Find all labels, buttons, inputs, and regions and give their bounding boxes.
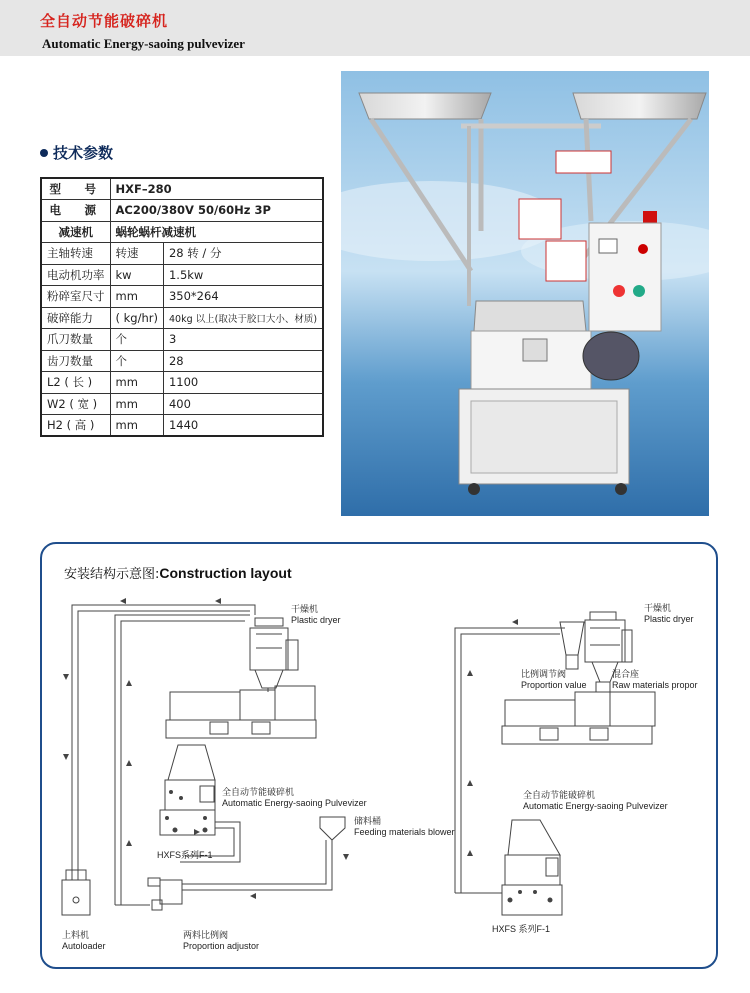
spec-label: 电动机功率 xyxy=(41,264,110,286)
spec-label: W2 ( 宽 ) xyxy=(41,393,110,415)
valve-label-zh: 比例调节阀 xyxy=(521,669,567,679)
spec-label: L2 ( 长 ) xyxy=(41,372,110,394)
pulverizer-label-en: Automatic Energy-saoing Pulvevizer xyxy=(222,798,367,808)
dryer-label-right xyxy=(644,603,694,625)
spec-row xyxy=(41,329,323,351)
product-photo xyxy=(341,71,709,516)
blower-label xyxy=(354,816,455,838)
spec-table xyxy=(40,177,324,437)
product-title-zh: 全自动节能破碎机 xyxy=(40,12,169,30)
header-band xyxy=(0,0,750,56)
spec-value: 3 xyxy=(163,329,323,351)
mix-label-en: Raw materials propor xyxy=(612,680,698,690)
spec-label: 电 源 xyxy=(41,200,110,222)
layout-title-zh: 安装结构示意图: xyxy=(64,567,160,582)
pulverizer-illustration xyxy=(341,71,709,516)
dryer-label-left xyxy=(291,604,341,626)
autoloader-label xyxy=(62,930,106,952)
spec-value: 28 转 / 分 xyxy=(163,243,323,265)
adjustor-label-en: Proportion adjustor xyxy=(183,941,260,951)
spec-unit: 转速 xyxy=(110,243,163,265)
pulverizer-label-left xyxy=(222,787,367,809)
spec-row xyxy=(41,307,323,329)
spec-unit: kw xyxy=(110,264,163,286)
adjustor-label-zh: 两料比例阀 xyxy=(183,930,229,940)
spec-value: 蜗轮蜗杆减速机 xyxy=(110,221,323,243)
spec-unit: 个 xyxy=(110,350,163,372)
spec-row xyxy=(41,286,323,308)
construction-layout-title xyxy=(64,563,292,582)
pulverizer-label-right xyxy=(523,790,668,812)
spec-label: 齿刀数量 xyxy=(41,350,110,372)
spec-value: AC200/380V 50/60Hz 3P xyxy=(110,200,323,222)
spec-label: 粉碎室尺寸 xyxy=(41,286,110,308)
valve-label xyxy=(521,669,587,691)
model-label-left: HXFS系列F-1 xyxy=(157,850,213,860)
spec-unit: mm xyxy=(110,372,163,394)
spec-row xyxy=(41,372,323,394)
spec-unit: mm xyxy=(110,286,163,308)
pulverizer-label-zh: 全自动节能破碎机 xyxy=(222,787,295,797)
spec-row-model xyxy=(41,178,323,200)
spec-row-reducer xyxy=(41,221,323,243)
spec-label: 爪刀数量 xyxy=(41,329,110,351)
spec-value: 350*264 xyxy=(163,286,323,308)
dryer-label-en: Plastic dryer xyxy=(291,615,341,625)
dryer-label-zh: 干燥机 xyxy=(291,604,319,614)
mix-label xyxy=(612,669,698,691)
spec-unit: mm xyxy=(110,393,163,415)
spec-value: 40kg 以上(取决于胶口大小、材质) xyxy=(163,307,323,329)
spec-value: HXF–280 xyxy=(110,178,323,200)
spec-row xyxy=(41,243,323,265)
pulverizer-label-en: Automatic Energy-saoing Pulvevizer xyxy=(523,801,668,811)
spec-label: 减速机 xyxy=(41,221,110,243)
spec-value: 1.5kw xyxy=(163,264,323,286)
spec-value: 28 xyxy=(163,350,323,372)
spec-section-title xyxy=(40,142,113,163)
bullet-icon xyxy=(40,149,48,157)
spec-value: 400 xyxy=(163,393,323,415)
autoloader-label-en: Autoloader xyxy=(62,941,106,951)
spec-label: 破碎能力 xyxy=(41,307,110,329)
spec-label: 型 号 xyxy=(41,178,110,200)
spec-unit: 个 xyxy=(110,329,163,351)
product-title-en: Automatic Energy-saoing pulvevizer xyxy=(42,36,245,51)
spec-row xyxy=(41,350,323,372)
spec-value: 1440 xyxy=(163,415,323,437)
spec-row-power xyxy=(41,200,323,222)
spec-value: 1100 xyxy=(163,372,323,394)
spec-section-label: 技术参数 xyxy=(53,144,114,162)
blower-label-zh: 储料桶 xyxy=(354,816,382,826)
adjustor-label xyxy=(183,930,259,952)
blower-label-en: Feeding materials blower xyxy=(354,827,455,837)
spec-label: H2 ( 高 ) xyxy=(41,415,110,437)
mix-label-zh: 混合座 xyxy=(612,669,640,679)
dryer-label-zh: 干燥机 xyxy=(644,603,672,613)
model-label-right: HXFS 系列F-1 xyxy=(492,924,551,934)
construction-layout-panel xyxy=(40,542,718,969)
autoloader-label-zh: 上料机 xyxy=(62,930,90,940)
spec-row xyxy=(41,415,323,437)
spec-row xyxy=(41,393,323,415)
valve-label-en: Proportion value xyxy=(521,680,587,690)
spec-unit: mm xyxy=(110,415,163,437)
pulverizer-label-zh: 全自动节能破碎机 xyxy=(523,790,596,800)
spec-row xyxy=(41,264,323,286)
layout-title-en: Construction layout xyxy=(159,565,292,581)
spec-label: 主轴转速 xyxy=(41,243,110,265)
dryer-label-en: Plastic dryer xyxy=(644,614,694,624)
spec-unit: ( kg/hr) xyxy=(110,307,163,329)
